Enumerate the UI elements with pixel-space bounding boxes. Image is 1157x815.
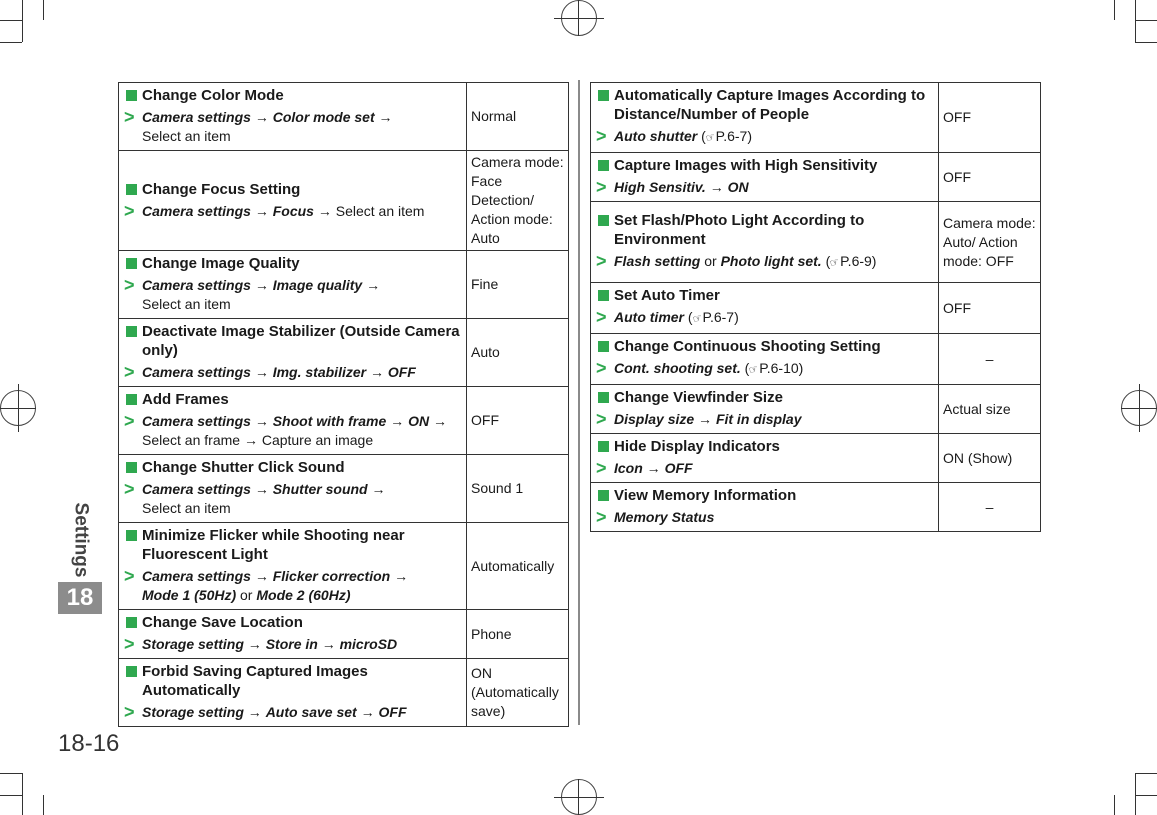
setting-title-text: Forbid Saving Captured Images Automatically (142, 663, 368, 699)
registration-mark (554, 797, 604, 798)
setting-description-cell (119, 659, 467, 727)
setting-title-text: Automatically Capture Images According to Distance/Number of People (614, 87, 926, 123)
menu-path (596, 359, 934, 380)
default-value-cell: ON (Show) (939, 434, 1041, 483)
setting-description-cell (591, 83, 939, 153)
setting-title (596, 286, 934, 305)
setting-title (596, 337, 934, 356)
registration-mark (18, 384, 19, 432)
chevron-right-icon: > (124, 702, 135, 722)
path-text: → (250, 277, 273, 293)
menu-path (124, 276, 462, 314)
menu-path-steps (142, 635, 462, 654)
menu-path-steps (614, 359, 934, 380)
path-text: → (250, 364, 273, 380)
crop-mark (0, 42, 22, 43)
right-settings-table (590, 82, 1041, 532)
pointing-hand-icon: ☞ (828, 255, 842, 270)
path-text: P.6-7) (715, 128, 752, 144)
path-text: P.6-10) (759, 360, 804, 376)
path-text: → (243, 636, 266, 652)
setting-title (596, 388, 934, 407)
chevron-right-icon: > (124, 479, 135, 499)
green-square-icon (598, 290, 609, 301)
setting-description-cell (591, 153, 939, 202)
chevron-right-icon: > (124, 107, 135, 127)
menu-path (124, 412, 462, 450)
menu-item-name: Camera settings (142, 277, 251, 293)
chevron-right-icon: > (596, 307, 607, 327)
menu-item-name: Camera settings (142, 109, 251, 125)
chevron-right-icon: > (596, 507, 607, 527)
setting-title (596, 211, 934, 249)
green-square-icon (126, 462, 137, 473)
menu-item-name: Icon (614, 460, 643, 476)
menu-item-name: High Sensitiv. (614, 179, 706, 195)
default-value-cell: Actual size (939, 385, 1041, 434)
menu-path (124, 567, 462, 605)
menu-path-steps (142, 703, 462, 722)
chevron-right-icon: > (124, 275, 135, 295)
green-square-icon (126, 90, 137, 101)
menu-path-steps (614, 508, 934, 527)
default-value-cell: Normal (467, 83, 569, 151)
menu-path-steps (614, 178, 934, 197)
pointing-hand-icon: ☞ (690, 311, 705, 327)
path-text: ( (740, 360, 750, 376)
setting-title (124, 526, 462, 564)
setting-title (124, 322, 462, 360)
path-text: or (700, 252, 721, 269)
path-text: → (694, 411, 716, 427)
menu-path (124, 108, 462, 146)
path-text: P.6-7) (702, 309, 739, 325)
setting-description-cell (119, 251, 467, 319)
setting-description-cell (119, 319, 467, 387)
menu-item-name: Auto shutter (614, 128, 698, 144)
menu-item-name: microSD (339, 636, 398, 652)
crop-mark (1135, 773, 1157, 774)
menu-item-name: Flash setting (614, 252, 701, 269)
menu-item-name: Camera settings (142, 568, 251, 584)
menu-item-name: Color mode set (272, 109, 375, 125)
setting-title-text: View Memory Information (614, 487, 797, 504)
setting-title-text: Capture Images with High Sensitivity (614, 157, 878, 174)
crop-mark (22, 0, 23, 42)
menu-path (596, 459, 934, 478)
path-text: → (250, 568, 273, 584)
menu-path-steps (142, 108, 462, 146)
chevron-right-icon: > (124, 411, 135, 431)
table-row (591, 385, 1041, 434)
menu-path-steps (142, 276, 462, 314)
menu-item-name: Auto timer (614, 309, 684, 325)
default-value-cell: Automatically (467, 523, 569, 610)
default-value-cell: OFF (939, 153, 1041, 202)
menu-path-steps (614, 252, 934, 273)
green-square-icon (598, 392, 609, 403)
menu-item-name: Camera settings (142, 202, 251, 219)
left-settings-table (118, 82, 569, 727)
menu-item-name: Image quality (272, 277, 363, 293)
setting-title (124, 180, 462, 199)
setting-title-text: Set Auto Timer (614, 287, 720, 304)
registration-mark (554, 18, 604, 19)
path-text: → (374, 109, 393, 125)
menu-item-name: Focus (272, 202, 314, 219)
default-value-cell: OFF (939, 83, 1041, 153)
menu-item-name: Img. stabilizer (272, 364, 367, 380)
table-row (119, 387, 569, 455)
table-row (119, 319, 569, 387)
path-text: Select an item (142, 128, 231, 144)
chevron-right-icon: > (124, 200, 135, 221)
path-text: ( (697, 128, 706, 144)
setting-description-cell (119, 610, 467, 659)
menu-item-name: Camera settings (142, 413, 251, 429)
chevron-right-icon: > (596, 458, 607, 478)
table-row (119, 251, 569, 319)
setting-description-cell (119, 455, 467, 523)
menu-path (596, 410, 934, 429)
crop-mark (1135, 20, 1157, 21)
setting-title (596, 486, 934, 505)
default-value-cell: Fine (467, 251, 569, 319)
setting-title-text: Deactivate Image Stabilizer (Outside Camera only) (142, 323, 460, 359)
chevron-right-icon: > (596, 409, 607, 429)
green-square-icon (598, 215, 609, 226)
setting-title-text: Hide Display Indicators (614, 438, 780, 455)
path-text: → (366, 364, 388, 380)
default-value-cell: Sound 1 (467, 455, 569, 523)
crop-mark (43, 795, 44, 815)
menu-item-name: Shoot with frame (272, 413, 387, 429)
default-value-cell: OFF (467, 387, 569, 455)
menu-path (596, 252, 934, 273)
path-text: or (236, 587, 257, 603)
path-text: → (642, 460, 665, 476)
chevron-right-icon: > (596, 126, 607, 146)
setting-title (596, 86, 934, 124)
table-row (591, 483, 1041, 532)
table-row (591, 153, 1041, 202)
setting-description-cell (591, 283, 939, 334)
setting-description-cell (119, 83, 467, 151)
path-text: ( (821, 252, 831, 269)
menu-item-name: OFF (387, 364, 416, 380)
setting-title-text: Change Image Quality (142, 255, 300, 272)
menu-item-name: ON (727, 179, 749, 195)
menu-path (124, 703, 462, 722)
path-text: → (429, 413, 447, 429)
table-row (591, 83, 1041, 153)
green-square-icon (126, 530, 137, 541)
menu-item-name: Mode 2 (60Hz) (256, 587, 351, 603)
menu-item-name: Display size (614, 411, 695, 427)
pointing-hand-icon: ☞ (703, 130, 718, 146)
crop-mark (22, 773, 23, 815)
menu-path (124, 363, 462, 382)
path-text: → Select an item (313, 202, 425, 219)
setting-description-cell (119, 387, 467, 455)
menu-path-steps (142, 412, 462, 450)
path-text: → (250, 481, 273, 497)
path-text: → (362, 277, 381, 293)
setting-title-text: Minimize Flicker while Shooting near Fluorescent Light (142, 527, 405, 563)
crop-mark (1135, 42, 1157, 43)
path-text: Select an item (142, 500, 231, 516)
menu-path (124, 480, 462, 518)
setting-description-cell (591, 334, 939, 385)
table-row (119, 523, 569, 610)
table-row (591, 202, 1041, 283)
menu-path (124, 635, 462, 654)
menu-item-name: OFF (664, 460, 693, 476)
menu-path (596, 127, 934, 148)
setting-description-cell (591, 202, 939, 283)
setting-title (124, 390, 462, 409)
menu-item-name: Auto save set (265, 704, 357, 720)
chevron-right-icon: > (596, 250, 607, 271)
table-row (119, 83, 569, 151)
green-square-icon (598, 160, 609, 171)
green-square-icon (126, 394, 137, 405)
chevron-right-icon: > (596, 177, 607, 197)
path-text: → (705, 179, 728, 195)
crop-mark (43, 0, 44, 20)
path-text: P.6-9) (840, 252, 877, 269)
default-value-cell: ON (Automatically save) (467, 659, 569, 727)
crop-mark (1135, 773, 1136, 815)
table-row (591, 334, 1041, 385)
path-text: → (250, 413, 273, 429)
default-value-cell: OFF (939, 283, 1041, 334)
setting-title-text: Change Shutter Click Sound (142, 459, 345, 476)
green-square-icon (598, 341, 609, 352)
chevron-right-icon: > (596, 358, 607, 378)
chevron-right-icon: > (124, 566, 135, 586)
setting-title (124, 662, 462, 700)
crop-mark (0, 20, 22, 21)
menu-path-steps (614, 459, 934, 478)
default-value-cell: Auto (467, 319, 569, 387)
chevron-right-icon: > (124, 362, 135, 382)
menu-item-name: Cont. shooting set. (614, 360, 741, 376)
menu-path-steps (614, 308, 934, 329)
path-text: → (243, 704, 266, 720)
setting-title-text: Change Color Mode (142, 87, 284, 104)
table-row (591, 434, 1041, 483)
crop-mark (1114, 795, 1115, 815)
table-row (119, 455, 569, 523)
path-text: Select an item (142, 296, 231, 312)
menu-path (124, 202, 462, 221)
menu-item-name: Shutter sound (272, 481, 368, 497)
chevron-right-icon: > (124, 634, 135, 654)
default-value-cell: – (939, 334, 1041, 385)
menu-item-name: Fit in display (715, 411, 802, 427)
registration-mark (1139, 384, 1140, 432)
menu-item-name: ON (408, 413, 430, 429)
path-text: → (390, 568, 409, 584)
green-square-icon (126, 666, 137, 677)
crop-mark (0, 795, 22, 796)
green-square-icon (126, 617, 137, 628)
green-square-icon (598, 90, 609, 101)
menu-item-name: Camera settings (142, 481, 251, 497)
menu-path-steps (614, 127, 934, 148)
pointing-hand-icon: ☞ (747, 362, 761, 378)
menu-path-steps (142, 480, 462, 518)
setting-title (124, 613, 462, 632)
green-square-icon (598, 441, 609, 452)
crop-mark (1135, 0, 1136, 42)
setting-title-text: Set Flash/Photo Light According to Environment (614, 211, 865, 248)
green-square-icon (126, 258, 137, 269)
setting-title (596, 156, 934, 175)
menu-path (596, 508, 934, 527)
table-row (591, 283, 1041, 334)
menu-path (596, 308, 934, 329)
setting-description-cell (119, 523, 467, 610)
table-row (119, 610, 569, 659)
column-divider (578, 80, 580, 725)
chapter-number-badge: 18 (58, 582, 102, 614)
setting-title-text: Add Frames (142, 391, 229, 408)
path-text: → (250, 109, 273, 125)
menu-item-name: Storage setting (142, 704, 244, 720)
menu-path-steps (142, 567, 462, 605)
table-row (119, 659, 569, 727)
menu-item-name: Storage setting (142, 636, 244, 652)
crop-mark (0, 773, 22, 774)
table-row (119, 151, 569, 251)
setting-title-text: Change Continuous Shooting Setting (614, 338, 881, 355)
menu-item-name: OFF (378, 704, 407, 720)
setting-title-text: Change Focus Setting (142, 180, 301, 198)
menu-path-steps (142, 363, 462, 382)
default-value-cell: Camera mode: Auto/ Action mode: OFF (939, 202, 1041, 283)
path-text: → (250, 202, 273, 219)
menu-item-name: Mode 1 (50Hz) (142, 587, 237, 603)
path-text: → (356, 704, 379, 720)
path-text: → (317, 636, 340, 652)
setting-title (124, 254, 462, 273)
path-text: Select an frame → Capture an image (142, 432, 374, 448)
setting-title (124, 458, 462, 477)
crop-mark (1114, 0, 1115, 20)
setting-title (124, 86, 462, 105)
menu-item-name: Photo light set. (720, 252, 822, 269)
default-value-cell: – (939, 483, 1041, 532)
path-text: → (386, 413, 409, 429)
green-square-icon (598, 490, 609, 501)
crop-mark (1135, 795, 1157, 796)
setting-description-cell (591, 385, 939, 434)
setting-description-cell (591, 434, 939, 483)
menu-path (596, 178, 934, 197)
menu-item-name: Store in (265, 636, 318, 652)
page-number: 18-16 (58, 730, 120, 757)
green-square-icon (126, 326, 137, 337)
setting-description-cell (591, 483, 939, 532)
setting-title-text: Change Viewfinder Size (614, 389, 783, 406)
section-label: Settings (70, 502, 92, 578)
green-square-icon (126, 184, 137, 195)
path-text: ( (684, 309, 693, 325)
menu-item-name: Camera settings (142, 364, 251, 380)
setting-title (596, 437, 934, 456)
setting-description-cell (119, 151, 467, 251)
default-value-cell: Phone (467, 610, 569, 659)
menu-item-name: Flicker correction (272, 568, 391, 584)
setting-title-text: Change Save Location (142, 614, 303, 631)
menu-path-steps (614, 410, 934, 429)
menu-item-name: Memory Status (614, 509, 715, 525)
path-text: → (367, 481, 386, 497)
default-value-cell: Camera mode: Face Detection/ Action mode: Auto (467, 151, 569, 251)
menu-path-steps (142, 202, 462, 221)
